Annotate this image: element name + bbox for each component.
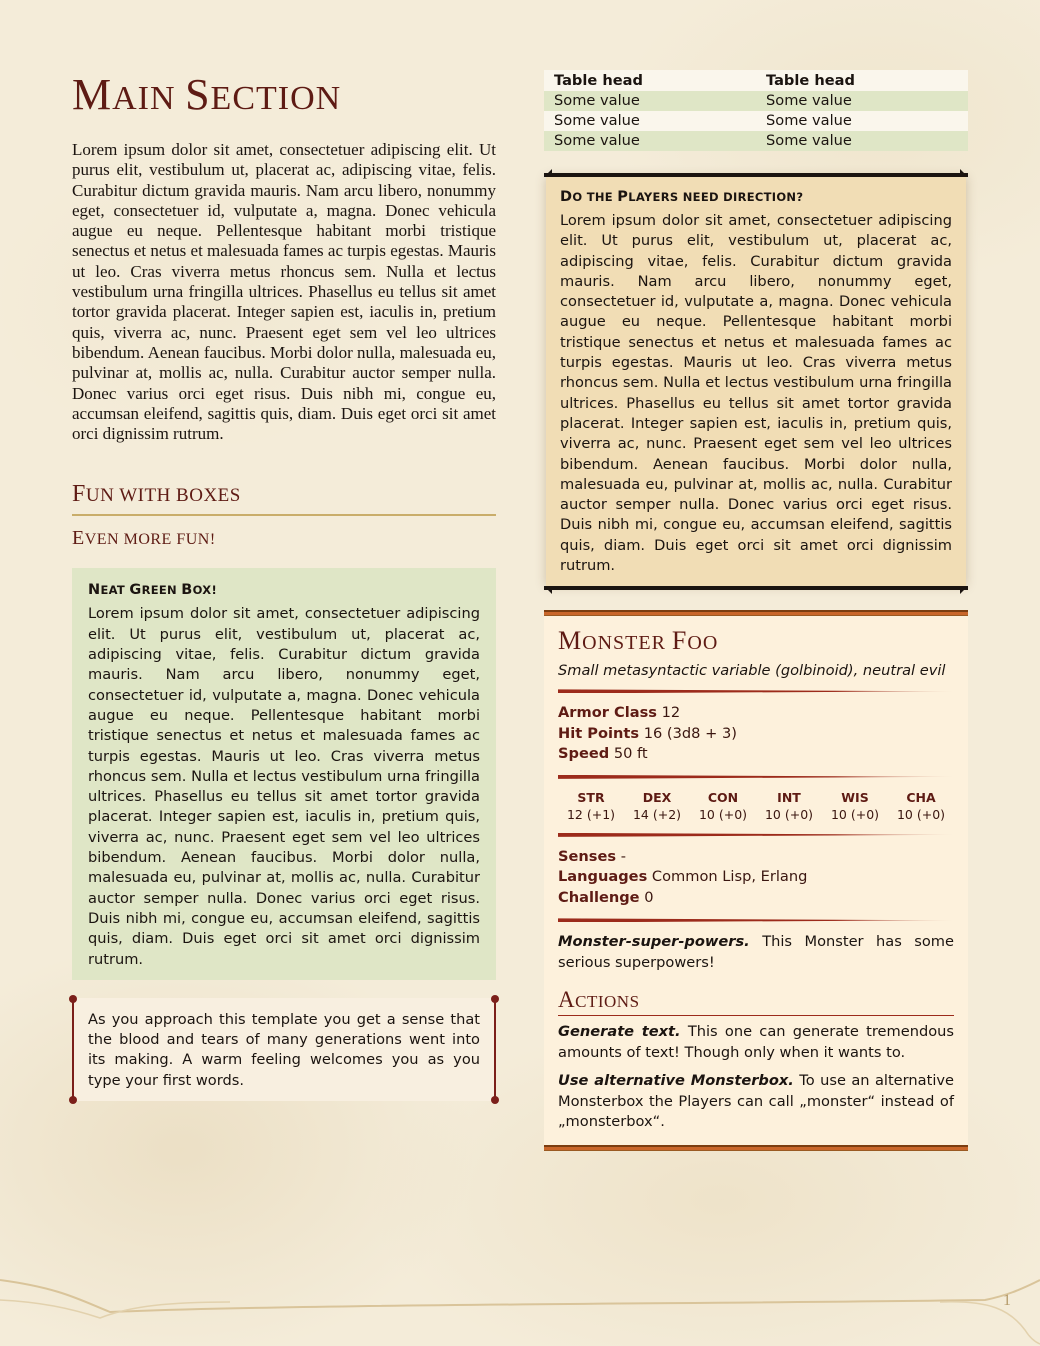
action-item: Generate text. This one can generate tremendous amounts of text! Though only when it wants to. xyxy=(558,1023,954,1061)
hit-points: Hit Points 16 (3d8 + 3) xyxy=(558,724,737,742)
quote-text: As you approach this template you get a sense that the blood and tears of many generations went into its making. A warm feeling welcomes you as you type your first words. xyxy=(88,1010,480,1089)
table-cell: Some value xyxy=(756,91,968,111)
monster-type: Small metasyntactic variable (golbinoid), neutral evil xyxy=(558,662,946,680)
subsection-heading: EVEN MORE FUN! xyxy=(72,527,216,550)
speed: Speed 50 ft xyxy=(558,745,648,763)
table-header-cell: Table head xyxy=(554,72,643,89)
monster-trait: Monster-super-powers. This Monster has some serious superpowers! xyxy=(558,933,954,971)
green-box xyxy=(72,568,496,979)
left-column xyxy=(72,70,496,1101)
intro-paragraph: Lorem ipsum dolor sit amet, consectetuer adipiscing elit. Ut purus elit, vestibulum ut, placerat ac, adipiscing vitae, felis. Curabitur dictum gravida mauris. Nam arcu libero, nonummy eget, consectetuer id, vulputate a, magna. Donec vehicula augue eu neque. Pellentesque habitant morbi tristique senectus et netus et malesuada fames ac turpis egestas. Mauris ut leo. Cras viverra metus rhoncus sem. Nulla et lectus vestibulum urna fringilla ultrices. Phasellus eu tellus sit amet tortor gravida placerat. Integer sapien est, iaculis in, pretium quis, viverra ac, nunc. Praesent eget sem vel leo ultrices bibendum. Aenean faucibus. Morbi dolor nulla, malesuada eu, pulvinar at, mollis ac, nulla. Curabitur auctor semper nulla. Donec varius orci eget risus. Duis nibh mi, congue eu, accumsan eleifend, sagittis quis, diam. Duis eget orci sit amet orci dignissim rutrum. xyxy=(72,140,496,444)
quote-dot xyxy=(491,1096,499,1104)
table-cell: Some value xyxy=(544,111,756,131)
data-table xyxy=(544,70,968,151)
sidebar-bottom-bar xyxy=(544,586,968,590)
divider xyxy=(558,775,954,779)
table-row xyxy=(544,111,968,131)
table-cell: Some value xyxy=(756,111,968,131)
ability-int: INT 10 (+0) xyxy=(764,789,814,822)
quote-box xyxy=(72,998,496,1101)
languages: Languages Common Lisp, Erlang xyxy=(558,868,808,886)
table-row xyxy=(544,91,968,111)
monster-statblock xyxy=(544,610,968,1151)
sidebar-text: Lorem ipsum dolor sit amet, consectetuer adipiscing elit. Ut purus elit, vestibulum ut, placerat ac, adipiscing vitae, felis. Curabitur dictum gravida mauris. Nam arcu libero, nonummy eget, consectetuer id, vulputate a, magna. Donec vehicula augue eu neque. Pellentesque habitant morbi tristique senectus et netus et malesuada fames ac turpis egestas. Mauris ut leo. Cras viverra metus rhoncus sem. Nulla et lectus vestibulum urna fringilla ultrices. Phasellus eu tellus sit amet tortor gravida placerat. Integer sapien est, iaculis in, pretium quis, viverra ac, nunc. Praesent eget sem vel leo ultrices bibendum. Aenean faucibus. Morbi dolor nulla, malesuada eu, pulvinar at, mollis ac, nulla. Curabitur auctor semper nulla. Donec varius orci eget risus. Duis nibh mi, congue eu, accumsan eleifend, sagittis quis, diam. Duis eget orci sit amet orci dignissim rutrum. xyxy=(560,212,952,575)
green-box-title: NEAT GREEN BOX! xyxy=(88,582,218,599)
armor-class: Armor Class 12 xyxy=(558,704,681,722)
quote-dot xyxy=(69,995,77,1003)
section-heading-wrap xyxy=(72,480,496,516)
ability-dex: DEX 14 (+2) xyxy=(632,789,682,822)
ability-con: CON 10 (+0) xyxy=(698,789,748,822)
action-item: Use alternative Monsterbox. To use an alternative Monsterbox the Players can call „monster“ instead of „monsterbox“. xyxy=(558,1072,954,1131)
table-cell: Some value xyxy=(544,91,756,111)
table-header-row xyxy=(544,70,968,91)
challenge: Challenge 0 xyxy=(558,888,654,906)
section-heading: FUN WITH BOXES xyxy=(72,481,241,508)
ability-str: STR 12 (+1) xyxy=(566,789,616,822)
quote-dot xyxy=(491,995,499,1003)
sidebar-inner xyxy=(546,177,966,586)
sidebar-box xyxy=(544,173,968,590)
page-title: MAIN SECTION xyxy=(72,70,342,119)
monster-name: MONSTER FOO xyxy=(558,626,719,656)
ability-scores xyxy=(558,789,954,823)
footer-ornament xyxy=(0,1260,1040,1346)
divider xyxy=(558,833,954,837)
table-cell: Some value xyxy=(756,131,968,151)
quote-rail-right xyxy=(494,1000,496,1099)
ability-wis: WIS 10 (+0) xyxy=(830,789,880,822)
actions-heading: ACTIONS xyxy=(558,987,954,1016)
sidebar-top-bar xyxy=(544,173,968,177)
statblock-body xyxy=(544,616,968,1145)
table-header-cell: Table head xyxy=(766,72,855,89)
right-column xyxy=(544,70,968,1151)
table-row xyxy=(544,131,968,151)
quote-rail-left xyxy=(72,1000,74,1099)
ability-cha: CHA 10 (+0) xyxy=(896,789,946,822)
statblock-bottom-border xyxy=(544,1145,968,1151)
quote-dot xyxy=(69,1096,77,1104)
page-number: 1 xyxy=(1003,1292,1011,1309)
divider xyxy=(558,918,954,922)
senses: Senses - xyxy=(558,847,626,865)
sidebar-title: DO THE PLAYERS NEED DIRECTION? xyxy=(560,189,804,205)
table-cell: Some value xyxy=(544,131,756,151)
green-box-text: Lorem ipsum dolor sit amet, consectetuer adipiscing elit. Ut purus elit, vestibulum ut, placerat ac, adipiscing vitae, felis. Curabitur dictum gravida mauris. Nam arcu libero, nonummy eget, consectetuer id, vulputate a, magna. Donec vehicula augue eu neque. Pellentesque habitant morbi tristique senectus et netus et malesuada fames ac turpis egestas. Mauris ut leo. Cras viverra metus rhoncus sem. Nulla et lectus vestibulum urna fringilla ultrices. Phasellus eu tellus sit amet tortor gravida placerat. Integer sapien est, iaculis in, pretium quis, viverra ac, nunc. Praesent eget sem vel leo ultrices bibendum. Aenean faucibus. Morbi dolor nulla, malesuada eu, pulvinar at, mollis ac, nulla. Curabitur auctor semper nulla. Donec varius orci eget risus. Duis nibh mi, congue eu, accumsan eleifend, sagittis quis, diam. Duis eget orci sit amet orci dignissim rutrum. xyxy=(88,605,480,968)
divider xyxy=(558,689,954,693)
